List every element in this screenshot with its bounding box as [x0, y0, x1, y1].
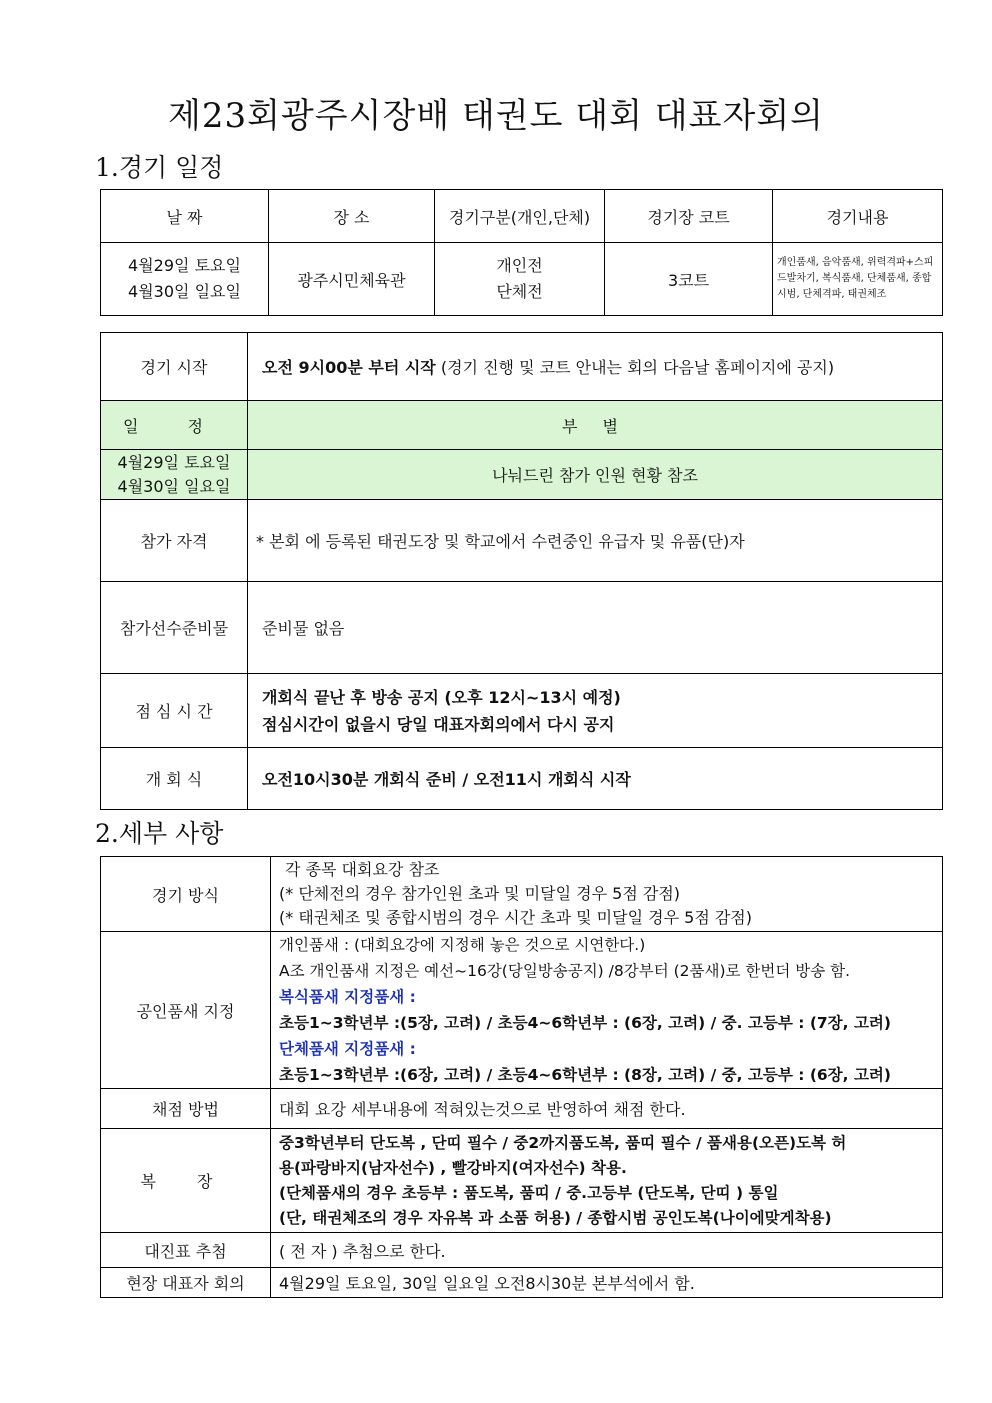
uniform-value — [271, 1129, 943, 1233]
uniform-label: 복 장 — [101, 1129, 271, 1233]
poomsae-team-value: 초등1~3학년부 :(6장, 고려) / 초등4~6학년부 : (8장, 고려) / 중, 고등부 : (6장, 고려) — [279, 1066, 891, 1084]
lunch-value — [248, 674, 943, 748]
details-table — [100, 856, 943, 1298]
info-date-cell — [101, 450, 248, 500]
document-title: 제23회광주시장배 태권도 대회 대표자회의 — [167, 96, 825, 136]
method-line3: (* 태권체조 및 종합시범의 경우 시간 초과 및 미달일 경우 5점 감점) — [279, 908, 753, 927]
method-line1: 각 종목 대회요강 참조 — [285, 860, 440, 879]
scoring-label: 채점 방법 — [101, 1089, 271, 1129]
uniform-line4: (단, 태권체조의 경우 자유복 과 소품 허용) / 종합시범 공인도복(나이에맞게착용) — [279, 1208, 832, 1227]
method-label: 경기 방식 — [101, 857, 271, 932]
start-note: (경기 진행 및 코트 안내는 회의 다음날 홈페이지에 공지) — [435, 358, 835, 377]
uniform-line3: (단체품새의 경우 초등부 : 품도복, 품띠 / 중.고등부 (단도복, 단띠 ) 통일 — [279, 1183, 779, 1202]
prep-label: 참가선수준비물 — [101, 582, 248, 674]
lunch-label: 점 심 시 간 — [101, 674, 248, 748]
scoring-value: 대회 요강 세부내용에 적혀있는것으로 반영하여 채점 한다. — [271, 1089, 943, 1129]
division-value: 나눠드린 참가 인원 현황 참조 — [248, 450, 943, 500]
schedule-content: 개인품새, 음악품새, 위력격파+스피드발차기, 복식품새, 단체품새, 종합시범, 단체격파, 태권체조 — [773, 243, 943, 316]
lunch-line2: 점심시간이 없을시 당일 대표자회의에서 다시 공지 — [262, 714, 615, 734]
opening-value: 오전10시30분 개회식 준비 / 오전11시 개회식 시작 — [248, 748, 943, 810]
lunch-line1: 개회식 끝난 후 방송 공지 (오후 12시~13시 예정) — [262, 687, 621, 707]
info-date-line2: 4월30일 일요일 — [117, 476, 231, 496]
poomsae-label: 공인품새 지정 — [101, 932, 271, 1089]
header-date: 날 짜 — [101, 190, 269, 243]
type-line2: 단체전 — [496, 282, 543, 301]
start-time: 오전 9시00분 부터 시작 — [262, 358, 436, 377]
qualification-label: 참가 자격 — [101, 500, 248, 582]
info-table — [100, 332, 943, 810]
poomsae-line2: A조 개인품새 지정은 예선~16강(당일방송공지) /8강부터 (2품새)로 한번더 방송 함. — [279, 962, 851, 980]
schedule-label: 일 정 — [101, 401, 248, 450]
section1-heading: 1.경기 일정 — [95, 153, 224, 182]
opening-label: 개 회 식 — [101, 748, 248, 810]
method-value — [271, 857, 943, 932]
header-place: 장 소 — [269, 190, 435, 243]
qualification-value: * 본회 에 등록된 태권도장 및 학교에서 수련중인 유급자 및 유품(단)자 — [248, 500, 943, 582]
start-label: 경기 시작 — [101, 333, 248, 401]
method-line2: (* 단체전의 경우 참가인원 초과 및 미달일 경우 5점 감점) — [279, 884, 681, 903]
section2-heading: 2.세부 사항 — [95, 819, 224, 848]
header-court: 경기장 코트 — [605, 190, 773, 243]
uniform-line1: 중3학년부터 단도복 , 단띠 필수 / 중2까지품도복, 품띠 필수 / 품새용(오픈)도복 허 — [279, 1133, 847, 1152]
schedule-court: 3코트 — [605, 243, 773, 316]
start-value — [248, 333, 943, 401]
schedule-table — [100, 189, 943, 316]
schedule-date-cell — [101, 243, 269, 316]
uniform-line2: 용(파랑바지(남자선수) , 빨강바지(여자선수) 착용. — [279, 1158, 627, 1177]
draw-value: ( 전 자 ) 추첨으로 한다. — [271, 1233, 943, 1268]
prep-value: 준비물 없음 — [248, 582, 943, 674]
date-line2: 4월30일 일요일 — [128, 282, 241, 301]
info-date-line1: 4월29일 토요일 — [117, 452, 231, 472]
division-label: 부 별 — [248, 401, 943, 450]
date-line1: 4월29일 토요일 — [128, 256, 241, 275]
poomsae-pair-value: 초등1~3학년부 :(5장, 고려) / 초등4~6학년부 : (6장, 고려) / 중. 고등부 : (7장, 고려) — [279, 1014, 891, 1032]
schedule-type-cell — [435, 243, 605, 316]
draw-label: 대진표 추첨 — [101, 1233, 271, 1268]
type-line1: 개인전 — [496, 256, 543, 275]
poomsae-pair-heading: 복식품새 지정품새 : — [279, 988, 416, 1006]
header-type: 경기구분(개인,단체) — [435, 190, 605, 243]
schedule-place: 광주시민체육관 — [269, 243, 435, 316]
poomsae-line1: 개인품새 : (대회요강에 지정해 놓은 것으로 시연한다.) — [279, 936, 646, 954]
header-content: 경기내용 — [773, 190, 943, 243]
meeting-label: 현장 대표자 회의 — [101, 1268, 271, 1298]
meeting-value: 4월29일 토요일, 30일 일요일 오전8시30분 본부석에서 함. — [271, 1268, 943, 1298]
poomsae-team-heading: 단체품새 지정품새 : — [279, 1040, 416, 1058]
poomsae-value — [271, 932, 943, 1089]
